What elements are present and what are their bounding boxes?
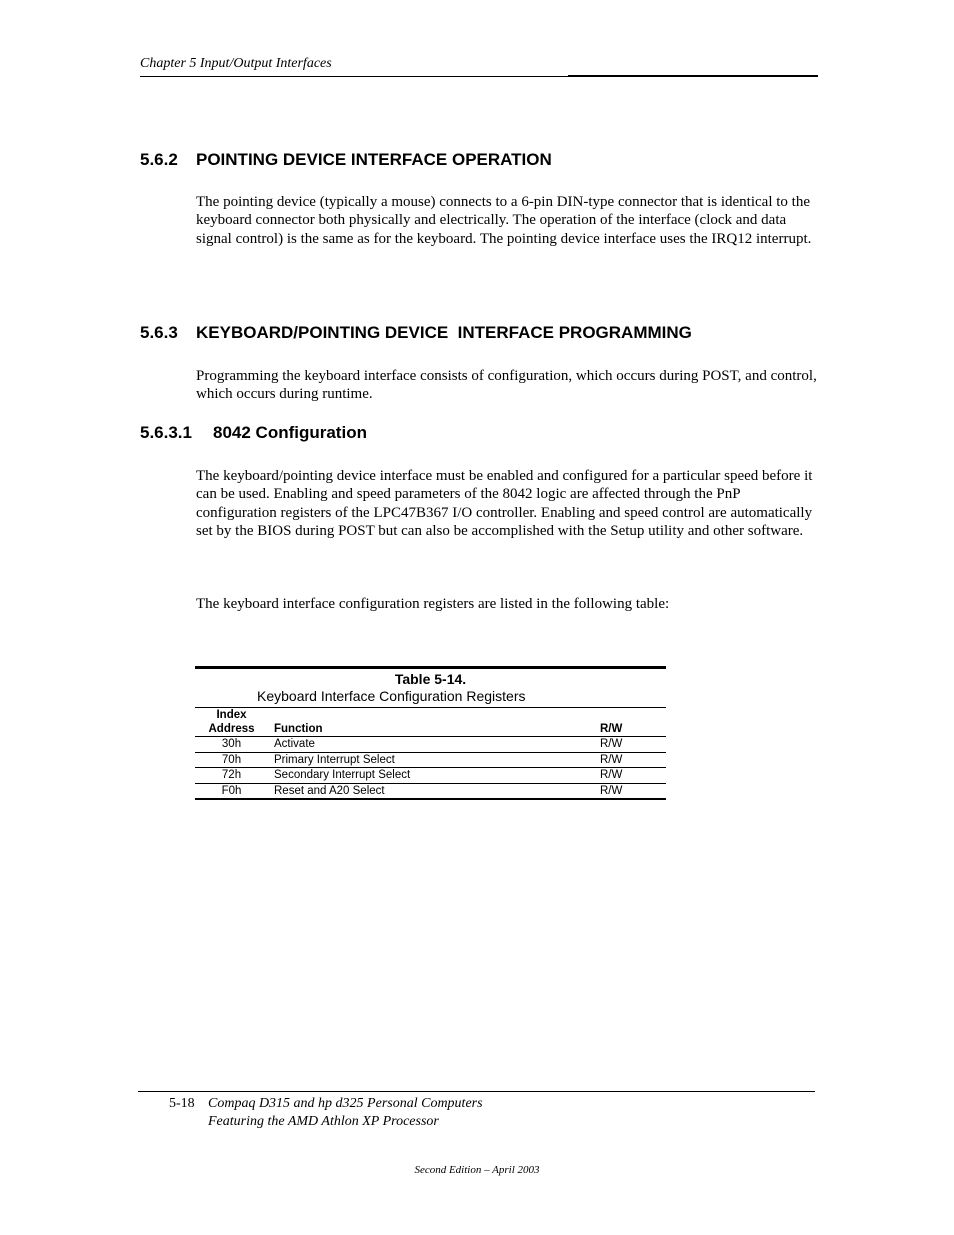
header-index-line2: Address — [208, 723, 255, 735]
table-caption: Keyboard Interface Configuration Registers — [257, 688, 526, 704]
footer-page-number: 5-18 — [169, 1096, 195, 1111]
table-top-rule — [195, 666, 666, 669]
header-index-address — [195, 708, 268, 737]
header-index-line1: Index — [216, 709, 247, 721]
cell-function: Primary Interrupt Select — [268, 752, 600, 768]
footer-edition: Second Edition – April 2003 — [414, 1164, 540, 1176]
section-heading-5-6-3-1 — [140, 423, 367, 443]
cell-rw: R/W — [600, 737, 666, 753]
section-body-5-6-2: The pointing device (typically a mouse) connects to a 6-pin DIN-type connector that is identical to the keyboard connector both physically and electrically. The operation of the interface (clock and data signal control) is the same as for the keyboard. The pointing device interface uses the IRQ12 interrupt. — [196, 194, 812, 247]
config-registers-table — [195, 708, 666, 800]
section-heading-5-6-2 — [140, 150, 552, 170]
cell-rw: R/W — [600, 752, 666, 768]
section-body-5-6-3-1: The keyboard/pointing device interface must be enabled and configured for a particular speed before it can be used. Enabling and speed parameters of the 8042 logic are affected through the PnP configuration registers of the LPC47B367 I/O controller. Enabling and speed control are automatically set by the BIOS during POST but can also be accomplished with the Setup utility and other software. — [196, 468, 813, 540]
section-number: 5.6.3.1 — [140, 423, 192, 442]
footer-book-title-line1: Compaq D315 and hp d325 Personal Computers — [208, 1096, 483, 1111]
table-row — [195, 768, 666, 784]
cell-index: 70h — [195, 752, 268, 768]
cell-rw: R/W — [600, 768, 666, 784]
table-header-row — [195, 708, 666, 737]
cell-rw: R/W — [600, 783, 666, 799]
section-number: 5.6.3 — [140, 323, 178, 342]
section-body-5-6-3: Programming the keyboard interface consists of configuration, which occurs during POST, and control, which occurs during runtime. — [196, 368, 817, 403]
table-row — [195, 752, 666, 768]
section-number: 5.6.2 — [140, 150, 178, 169]
section-title: POINTING DEVICE INTERFACE OPERATION — [196, 150, 552, 169]
cell-function: Reset and A20 Select — [268, 783, 600, 799]
cell-index: F0h — [195, 783, 268, 799]
config-registers-table-block — [195, 666, 666, 800]
header-rule — [140, 76, 570, 77]
cell-function: Activate — [268, 737, 600, 753]
table-row — [195, 783, 666, 799]
cell-index: 72h — [195, 768, 268, 784]
cell-index: 30h — [195, 737, 268, 753]
header-rule-thick — [568, 75, 818, 77]
table-number: Table 5-14. — [394, 671, 467, 687]
footer-book-title-line2: Featuring the AMD Athlon XP Processor — [208, 1114, 439, 1129]
section-title: 8042 Configuration — [213, 423, 367, 442]
running-header: Chapter 5 Input/Output Interfaces — [140, 56, 332, 71]
header-function: Function — [268, 708, 600, 737]
footer-rule — [138, 1091, 815, 1092]
table-intro-text: The keyboard interface configuration registers are listed in the following table: — [196, 596, 670, 612]
table-row — [195, 737, 666, 753]
section-heading-5-6-3 — [140, 323, 692, 343]
section-title: KEYBOARD/POINTING DEVICE INTERFACE PROGRAMMING — [196, 323, 692, 342]
header-rw: R/W — [600, 708, 666, 737]
cell-function: Secondary Interrupt Select — [268, 768, 600, 784]
